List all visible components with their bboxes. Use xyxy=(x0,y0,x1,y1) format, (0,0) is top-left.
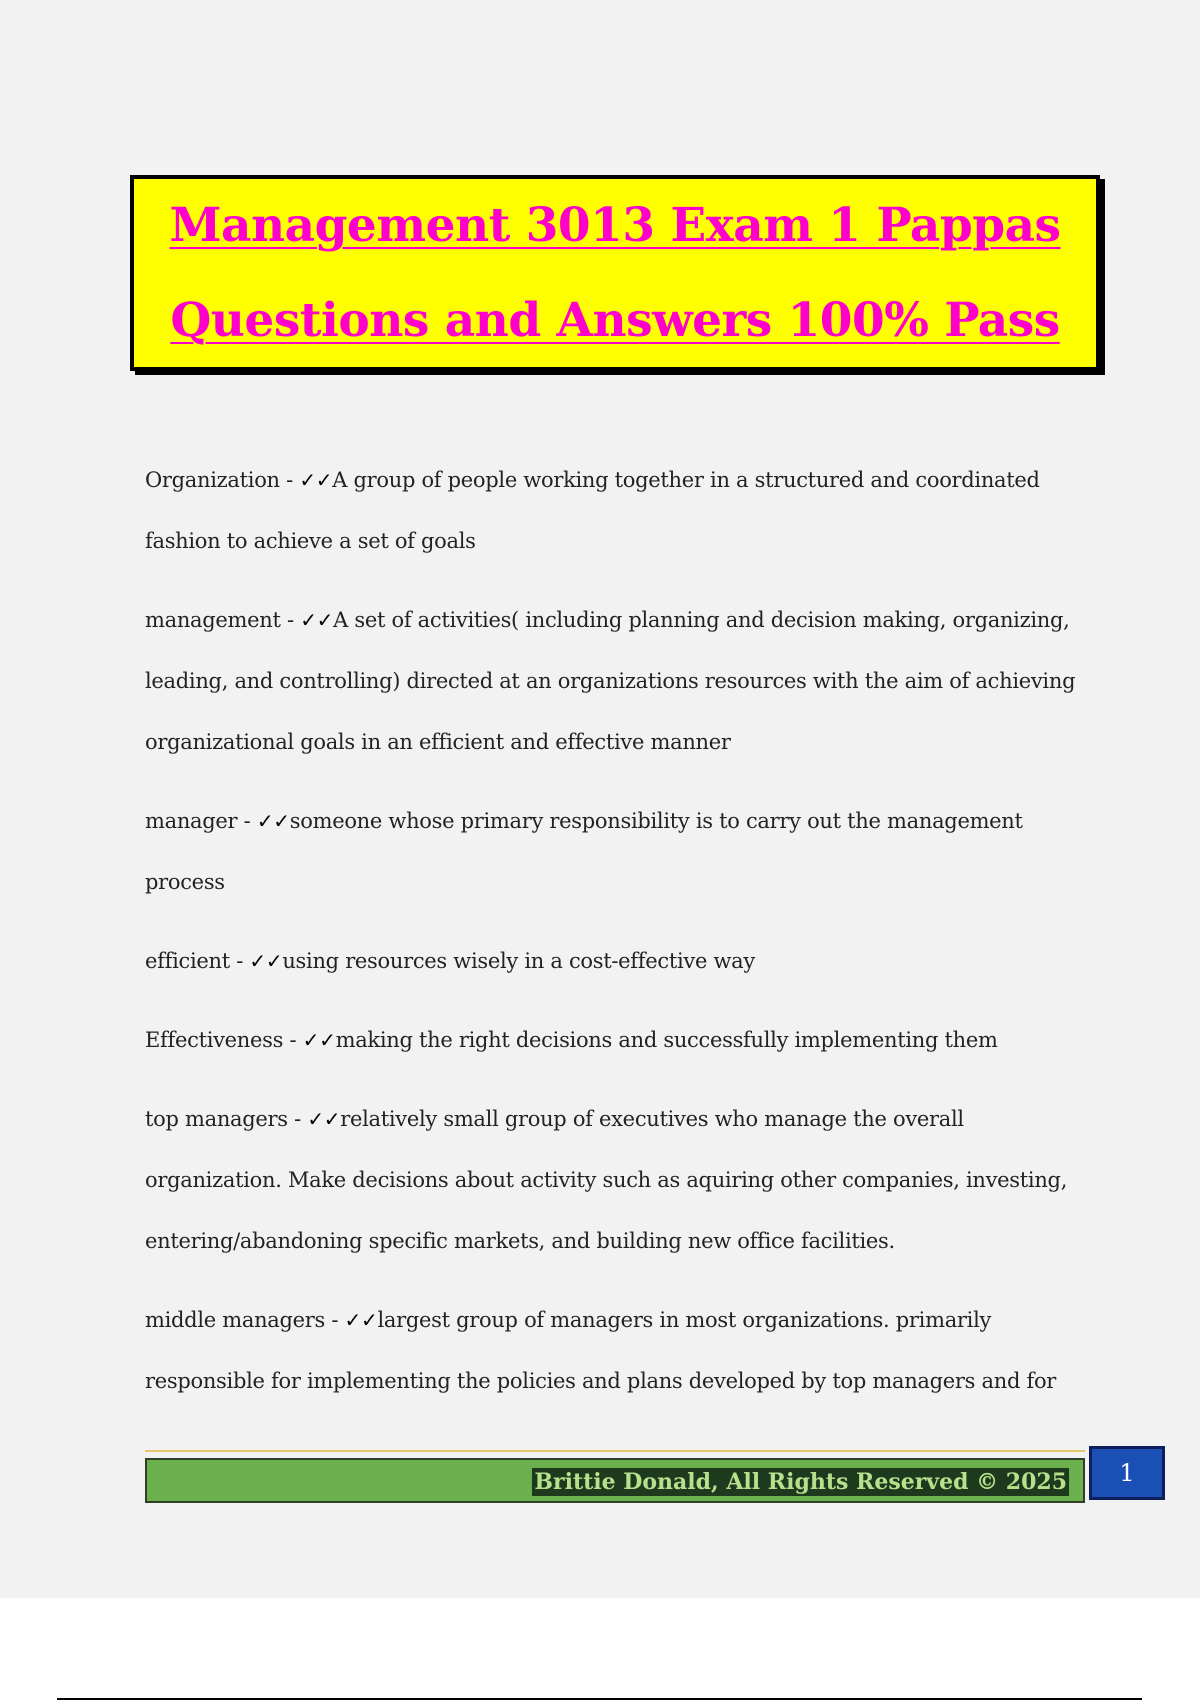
footer-divider xyxy=(145,1450,1085,1452)
definition-entry xyxy=(145,450,1095,572)
definition-entry xyxy=(145,931,1095,992)
entry-term: management xyxy=(145,608,281,632)
double-check-icon: ✓✓ xyxy=(344,1308,378,1332)
entry-definition: relatively small group of executives who manage the overall organization. Make decisions about activity such as aquiring other companies, investing, entering/abandoning specific markets, and building new office facilities. xyxy=(145,1107,1068,1253)
definition-entry xyxy=(145,590,1095,773)
entry-separator: - xyxy=(237,809,257,833)
footer-bar xyxy=(145,1458,1085,1503)
entry-term: Organization xyxy=(145,468,280,492)
entry-term: top managers xyxy=(145,1107,288,1131)
entry-separator: - xyxy=(229,949,250,973)
definition-entry xyxy=(145,1290,1095,1412)
entry-definition: A group of people working together in a structured and coordinated fashion to achieve a set of goals xyxy=(145,468,1040,553)
entry-definition: making the right decisions and successfully implementing them xyxy=(335,1028,998,1052)
entry-definition: A set of activities( including planning and decision making, organizing, leading, and controlling) directed at an organizations resources with the aim of achieving organizational goals in an efficient and effective manner xyxy=(145,608,1076,754)
entry-term: efficient xyxy=(145,949,230,973)
definition-entry xyxy=(145,1010,1095,1071)
double-check-icon: ✓✓ xyxy=(300,608,334,632)
entry-separator: - xyxy=(283,1028,303,1052)
definition-entry xyxy=(145,791,1095,913)
entry-definition: someone whose primary responsibility is to carry out the management process xyxy=(145,809,1023,894)
definition-entry xyxy=(145,1089,1095,1272)
entry-separator: - xyxy=(287,1107,308,1131)
entry-definition: largest group of managers in most organizations. primarily responsible for implementing the policies and plans developed by top managers and for xyxy=(145,1308,1057,1393)
entry-term: Effectiveness xyxy=(145,1028,284,1052)
definitions-list xyxy=(145,450,1095,1430)
page-number: 1 xyxy=(1089,1446,1165,1500)
title-box xyxy=(130,175,1100,371)
entry-term: manager xyxy=(145,809,238,833)
entry-separator: - xyxy=(280,608,301,632)
title-line-1: Management 3013 Exam 1 Pappas xyxy=(169,198,1061,253)
double-check-icon: ✓✓ xyxy=(299,468,333,492)
copyright-notice: Brittie Donald, All Rights Reserved © 2025 xyxy=(534,1469,1067,1495)
entry-separator: - xyxy=(279,468,300,492)
double-check-icon: ✓✓ xyxy=(249,949,283,973)
double-check-icon: ✓✓ xyxy=(307,1107,341,1131)
entry-term: middle managers xyxy=(145,1308,325,1332)
title-line-2: Questions and Answers 100% Pass xyxy=(170,293,1060,348)
double-check-icon: ✓✓ xyxy=(302,1028,336,1052)
entry-separator: - xyxy=(325,1308,345,1332)
double-check-icon: ✓✓ xyxy=(256,809,290,833)
entry-definition: using resources wisely in a cost-effective way xyxy=(282,949,755,973)
